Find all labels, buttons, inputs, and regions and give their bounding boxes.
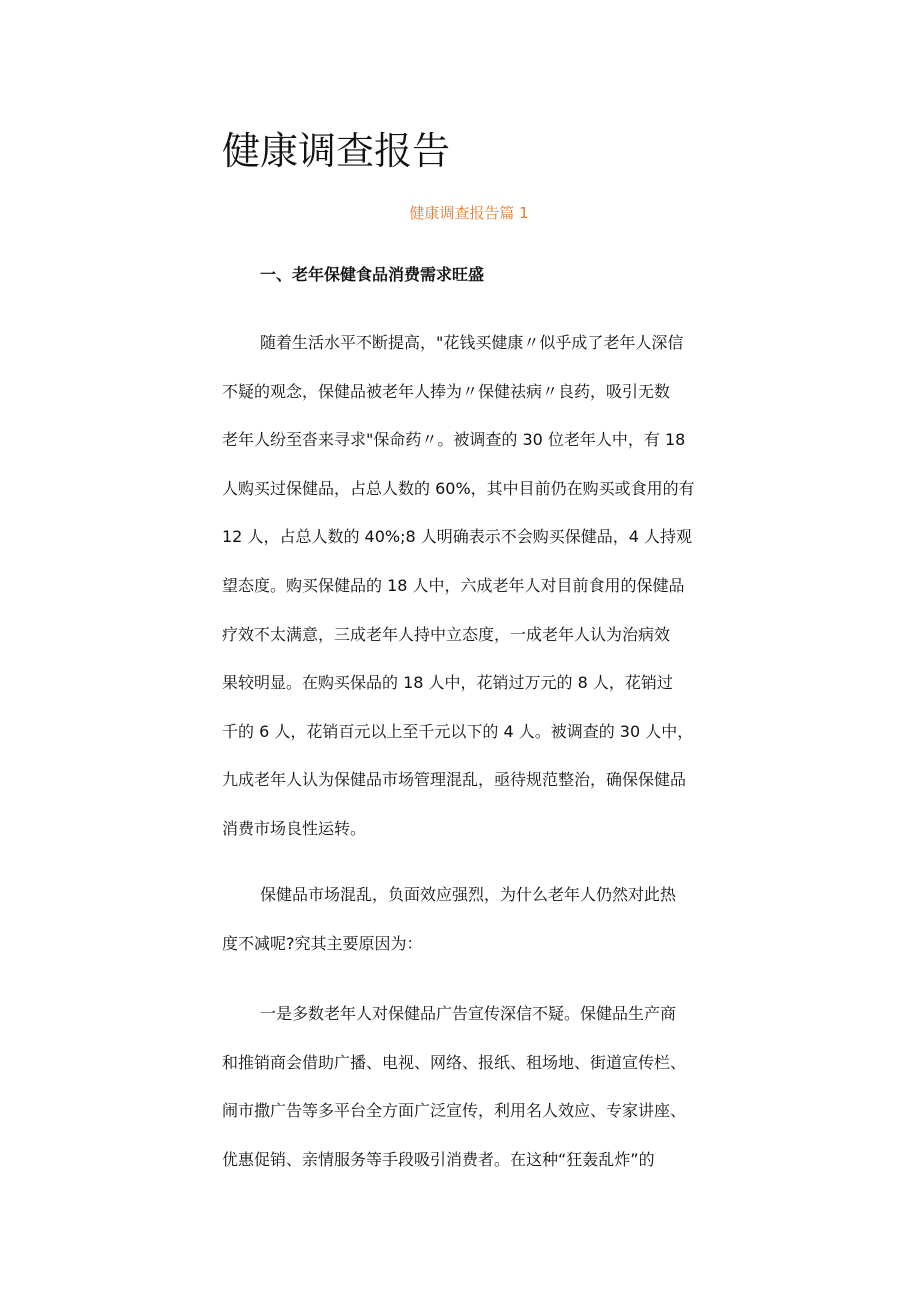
paragraph-line: 九成老年人认为保健品市场管理混乱，亟待规范整治，确保保健品	[222, 770, 687, 790]
paragraph-line: 度不减呢?究其主要原因为：	[222, 933, 423, 953]
paragraph-line: 不疑的观念，保健品被老年人捧为〃保健祛病〃良药，吸引无数	[222, 381, 671, 401]
paragraph-line: 优惠促销、亲情服务等手段吸引消费者。在这种“狂轰乱炸”的	[222, 1149, 655, 1169]
paragraph-2	[222, 883, 716, 980]
paragraph-line: 千的 6 人，花销百元以上至千元以下的 4 人。被调查的 30 人中，	[222, 721, 694, 741]
paragraph-line: 保健品市场混乱，负面效应强烈，为什么老年人仍然对此热	[260, 885, 677, 904]
paragraph-line: 老年人纷至沓来寻求"保命药〃。被调查的 30 位老年人中，有 18	[222, 430, 686, 450]
paragraph-line: 果较明显。在购买保品的 18 人中，花销过万元的 8 人，花销过	[222, 673, 673, 693]
paragraph-line: 望态度。购买保健品的 18 人中，六成老年人对目前食用的保健品	[222, 575, 685, 595]
paragraph-line: 一是多数老年人对保健品广告宣传深信不疑。保健品生产商	[260, 1004, 677, 1023]
paragraph-3	[222, 1002, 716, 1196]
paragraph-line: 消费市场良性运转。	[222, 818, 367, 838]
paragraph-line: 疗效不太满意，三成老年人持中立态度，一成老年人认为治病效	[222, 624, 671, 644]
paragraph-line: 随着生活水平不断提高，"花钱买健康〃似乎成了老年人深信	[260, 333, 684, 352]
paragraph-line: 人购买过保健品，占总人数的 60%，其中目前仍在购买或食用的有	[222, 478, 695, 498]
paragraph-line: 闹市撒广告等多平台全方面广泛宣传，利用名人效应、专家讲座、	[222, 1101, 687, 1121]
document-subtitle: 健康调查报告篇 1	[409, 204, 529, 222]
paragraph-1	[222, 331, 716, 866]
section-heading: 一、老年保健食品消费需求旺盛	[260, 265, 485, 284]
document-title: 健康调查报告	[222, 129, 451, 173]
paragraph-line: 12 人，占总人数的 40%;8 人明确表示不会购买保健品，4 人持观	[222, 527, 693, 547]
paragraph-line: 和推销商会借助广播、电视、网络、报纸、租场地、街道宣传栏、	[222, 1052, 687, 1072]
